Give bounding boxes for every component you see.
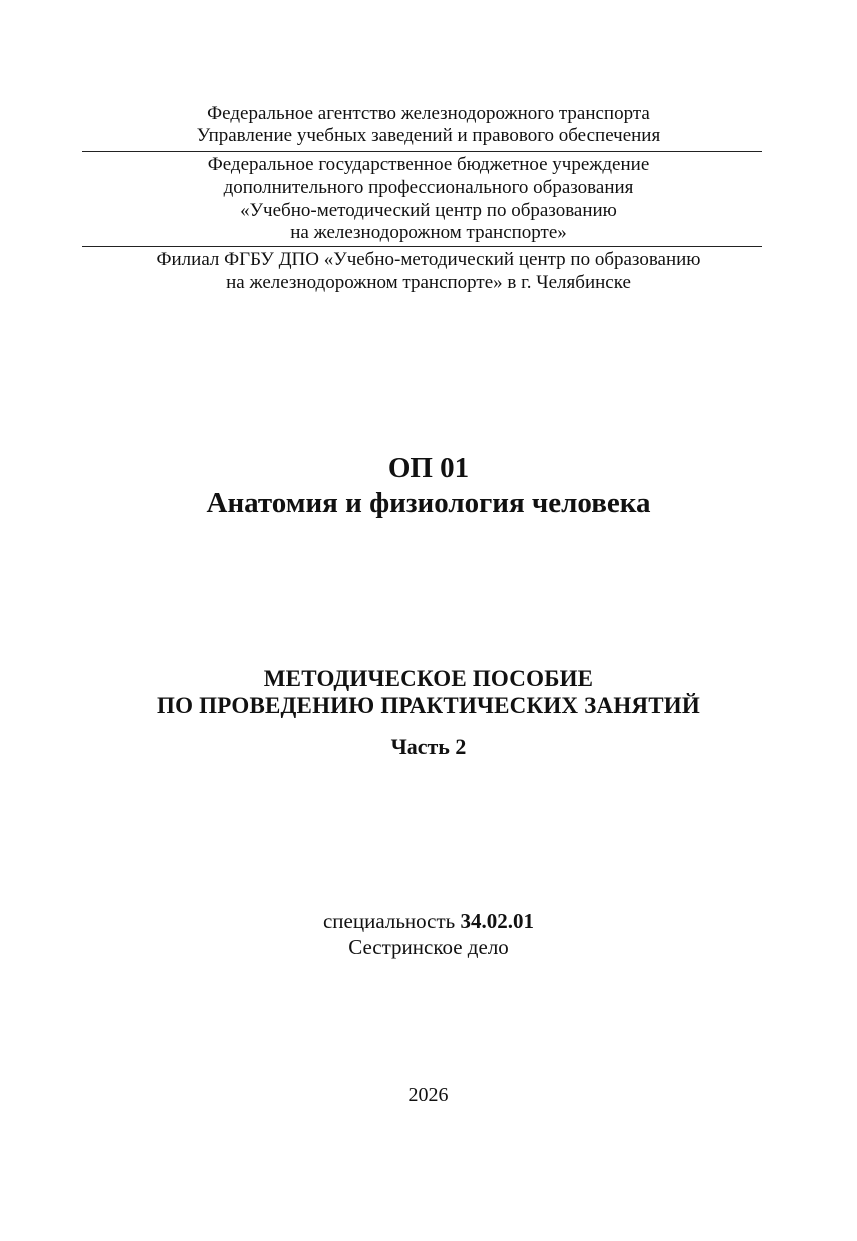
institution-line-1: Федеральное государственное бюджетное учреждение <box>207 154 650 175</box>
agency-line-1: Федеральное агентство железнодорожного транспорта <box>207 103 650 124</box>
course-code: ОП 01 <box>387 452 470 484</box>
divider-bottom <box>82 246 762 247</box>
specialty-line <box>0 908 857 934</box>
institution-line-2: дополнительного профессионального образования <box>223 177 634 198</box>
institution-line-3: «Учебно-методический центр по образованию <box>240 200 617 221</box>
branch-line-2: на железнодорожном транспорте» в г. Челябинске <box>226 272 631 293</box>
agency-line-2: Управление учебных заведений и правового обеспечения <box>196 125 661 146</box>
divider-top <box>82 151 762 152</box>
branch-line-1: Филиал ФГБУ ДПО «Учебно-методический центр по образованию <box>156 249 701 270</box>
institution-line-4: на железнодорожном транспорте» <box>290 222 567 243</box>
doc-part: Часть 2 <box>390 734 467 759</box>
publication-year: 2026 <box>408 1084 449 1106</box>
specialty-code: 34.02.01 <box>460 909 534 933</box>
doc-type-line-1: МЕТОДИЧЕСКОЕ ПОСОБИЕ <box>263 666 594 691</box>
doc-type-line-2: ПО ПРОВЕДЕНИЮ ПРАКТИЧЕСКИХ ЗАНЯТИЙ <box>157 693 700 718</box>
specialty-label: специальность <box>322 909 456 933</box>
specialty-name: Сестринское дело <box>348 935 509 959</box>
course-name: Анатомия и физиология человека <box>206 487 651 519</box>
